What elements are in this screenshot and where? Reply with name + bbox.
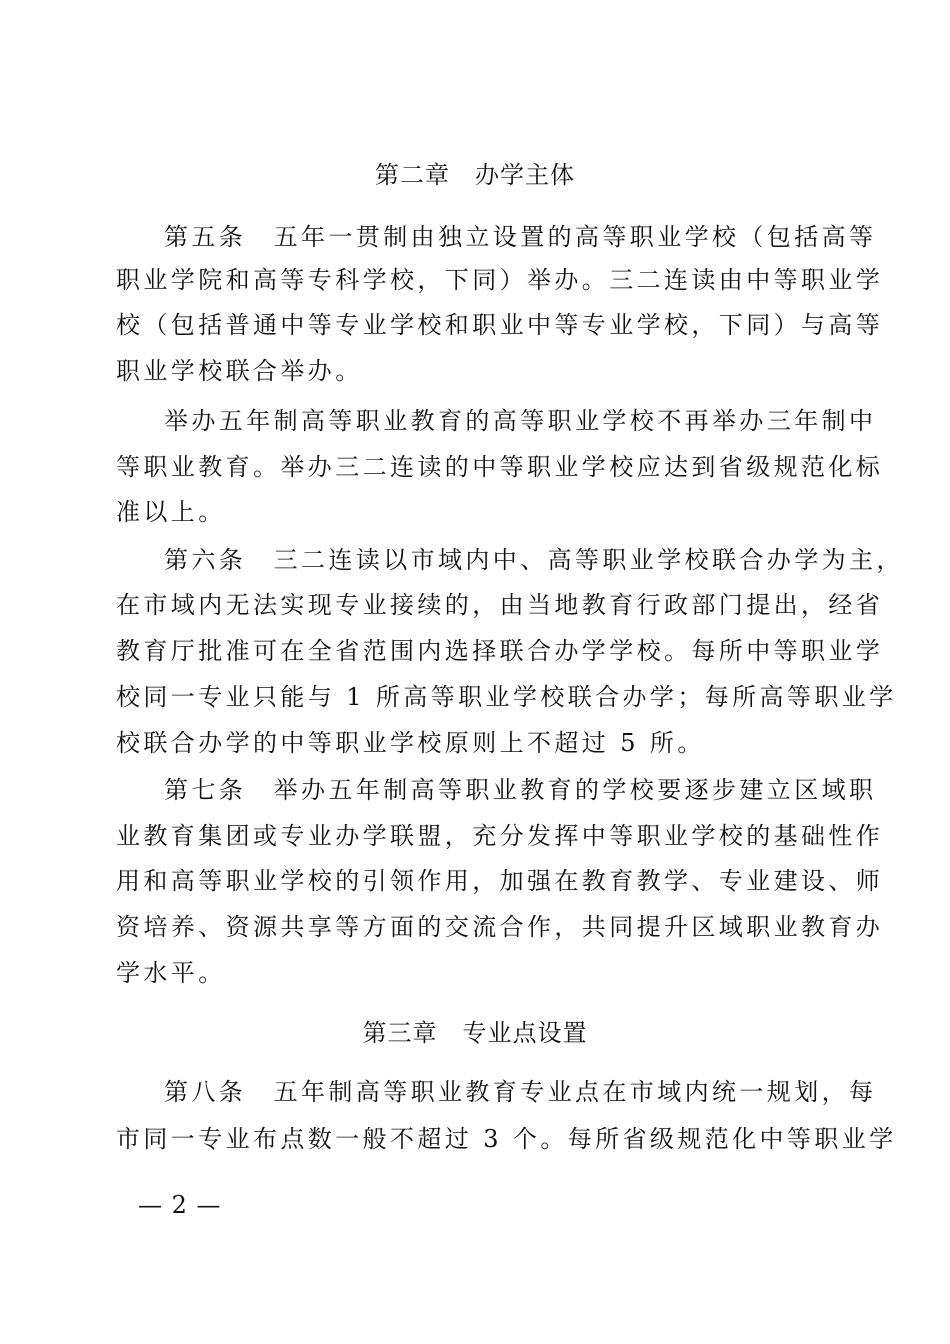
paragraph-line: 准以上。 (116, 498, 226, 526)
chapter-heading: 第三章 专业点设置 (362, 1019, 588, 1047)
paragraph-line: 学水平。 (116, 959, 226, 987)
paragraph-line: 资培养、资源共享等方面的交流合作，共同提升区域职业教育办 (116, 913, 884, 941)
paragraph-line: 教育厅批准可在全省范围内选择联合办学学校。每所中等职业学 (116, 637, 884, 665)
chapter-heading: 第二章 办学主体 (375, 161, 575, 189)
paragraph-line: 职业学校联合举办。 (116, 357, 363, 385)
paragraph-line: 在市域内无法实现专业接续的，由当地教育行政部门提出，经省 (116, 591, 884, 619)
paragraph-line: 市同一专业布点数一般不超过 3 个。每所省级规范化中等职业学 (116, 1125, 897, 1153)
paragraph-line: 业教育集团或专业办学联盟，充分发挥中等职业学校的基础性作 (116, 822, 884, 850)
paragraph-line: 校（包括普通中等专业学校和职业中等专业学校，下同）与高等 (116, 311, 884, 339)
paragraph-line: 举办五年制高等职业教育的高等职业学校不再举办三年制中 (164, 407, 877, 435)
paragraph-line: 第五条 五年一贯制由独立设置的高等职业学校（包括高等 (164, 223, 877, 251)
paragraph-line: 第七条 举办五年制高等职业教育的学校要逐步建立区域职 (164, 776, 877, 804)
paragraph-line: 第六条 三二连读以市域内中、高等职业学校联合办学为主， (164, 546, 904, 574)
paragraph-line: 用和高等职业学校的引领作用，加强在教育教学、专业建设、师 (116, 867, 884, 895)
paragraph-line: 等职业教育。举办三二连读的中等职业学校应达到省级规范化标 (116, 453, 884, 481)
paragraph-line: 第八条 五年制高等职业教育专业点在市域内统一规划，每 (164, 1078, 877, 1106)
paragraph-line: 校联合办学的中等职业学校原则上不超过 5 所。 (116, 729, 705, 757)
paragraph-line: 校同一专业只能与 1 所高等职业学校联合办学；每所高等职业学 (116, 683, 897, 711)
page-number: — 2 — (138, 1191, 222, 1219)
paragraph-line: 职业学院和高等专科学校，下同）举办。三二连读由中等职业学 (116, 266, 884, 294)
